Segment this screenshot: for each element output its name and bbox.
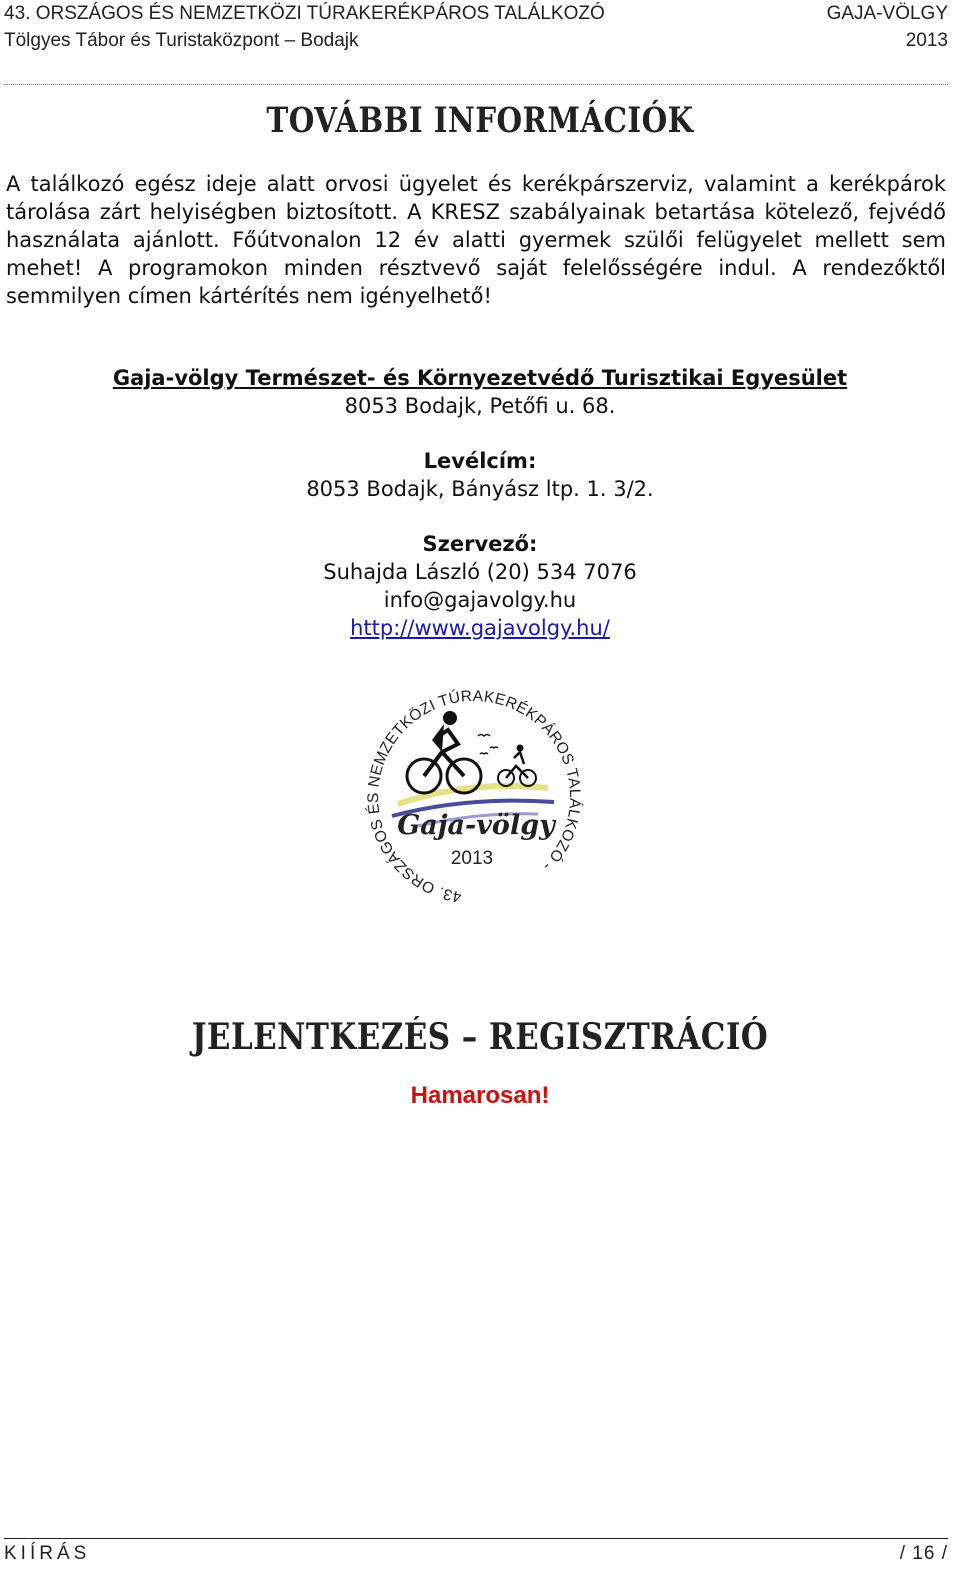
svg-text:43. ORSZÁGOS ÉS NEMZETKÖZI TÚR <box>365 688 583 905</box>
section-title-registration: JELENTKEZÉS – REGISZTRÁCIÓ <box>191 1016 769 1058</box>
mail-address: 8053 Bodajk, Bányász ltp. 1. 3/2. <box>306 477 654 501</box>
organization-address: 8053 Bodajk, Petőfi u. 68. <box>344 394 616 418</box>
organizer-email: info@gajavolgy.hu <box>383 588 577 612</box>
organizer-label: Szervező: <box>422 532 538 556</box>
page-number: / 16 / <box>899 1543 948 1564</box>
header-year: 2013 <box>905 30 948 51</box>
section-title-info: TOVÁBBI INFORMÁCIÓK <box>266 100 694 141</box>
mail-address-label: Levélcím: <box>423 449 537 473</box>
cyclists-logo-icon <box>358 688 590 910</box>
logo-year: 2013 <box>450 848 494 869</box>
organizer-name-phone: Suhajda László (20) 534 7076 <box>323 560 637 584</box>
header-venue: Tölgyes Tábor és Turistaközpont – Bodajk <box>4 30 359 51</box>
header-event-title: 43. ORSZÁGOS ÉS NEMZETKÖZI TÚRAKERÉKPÁROS TALÁLKOZÓ <box>4 3 605 24</box>
organization-name: Gaja-völgy Természet- és Környezetvédő Turisztikai Egyesület <box>112 366 848 390</box>
page-header <box>4 0 948 84</box>
page-footer <box>4 1540 948 1568</box>
footer-divider <box>4 1538 948 1539</box>
header-divider <box>4 84 948 85</box>
logo-ring-text: 43. ORSZÁGOS ÉS NEMZETKÖZI TÚRAKERÉKPÁROS TALÁLKOZÓ - <box>365 688 584 906</box>
logo-script-text: Gaja-völgy <box>397 810 555 841</box>
website-link[interactable]: http://www.gajavolgy.hu/ <box>350 616 610 640</box>
header-location-name: GAJA-VÖLGY <box>826 3 948 24</box>
footer-document-label: KIÍRÁS <box>4 1543 91 1564</box>
info-paragraph: A találkozó egész ideje alatt orvosi ügyelet és kerékpárszerviz, valamint a kerékpárok tárolása zárt helyiségben biztosított. A KRESZ szabályainak betartása kötelező, fejvédő használata ajánlott. Főútvonalon 12 év alatti gyermek szülői felügyelet mellett sem mehet! A programokon minden résztvevő saját felelősségére indul. A rendezőktől semmilyen címen kártérítés nem igényelhető! <box>6 172 946 308</box>
registration-status: Hamarosan! <box>410 1082 550 1109</box>
